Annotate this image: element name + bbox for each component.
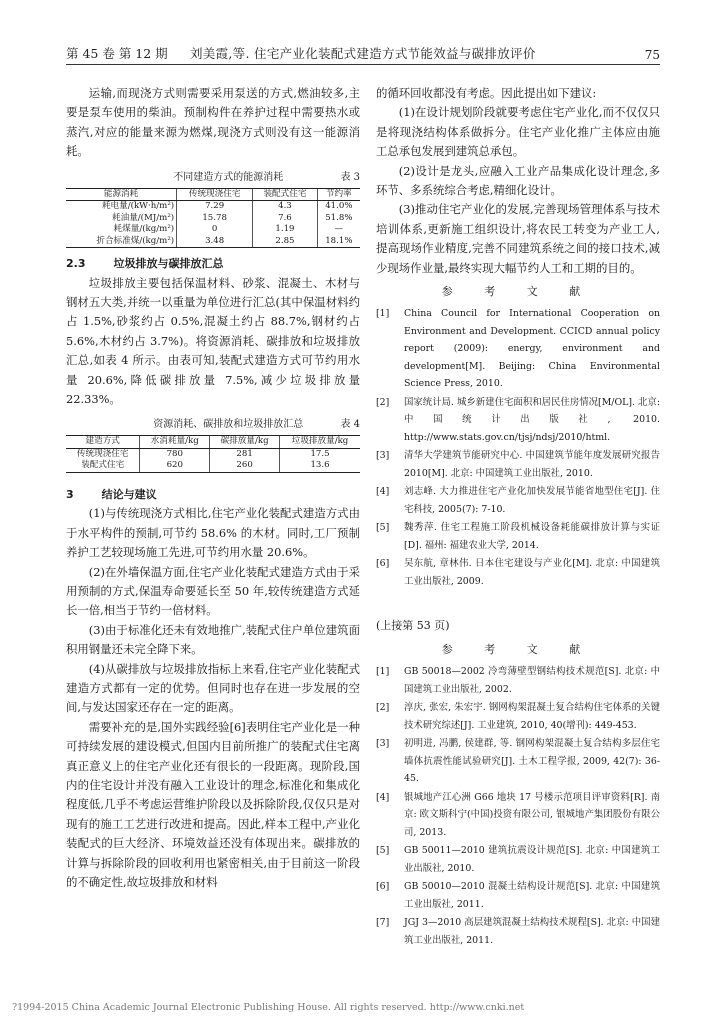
header-rule: [66, 64, 660, 65]
section-number: 3: [66, 487, 74, 501]
table-cell: 7.6: [253, 213, 318, 225]
reference-item: [376, 519, 660, 554]
table4-title: 资源消耗、碳排放和垃圾排放汇总: [153, 419, 304, 431]
reference-text: 淳庆, 张宏, 朱宏宇. 钢网构架混凝土复合结构住宅体系的关键技术研究综述[J]. 工业建筑, 2010, 40(增刊): 449-453.: [404, 702, 660, 731]
table4-header: 建造方式: [66, 436, 140, 449]
section-heading-2-3: [66, 254, 360, 273]
reference-text: 刘志峰. 大力推进住宅产业化加快发展节能省地型住宅[J]. 住宅科技, 2005(7): 7-10.: [404, 486, 660, 515]
copyright-footer: ?1994-2015 China Academic Journal Electronic Publishing House. All rights reserved. http://www.cnki.net: [12, 1002, 525, 1013]
continued-from-note: (上接第 53 页): [376, 619, 450, 633]
journal-issue: 第 45 卷 第 12 期: [66, 46, 168, 61]
reference-number: [5]: [376, 522, 390, 534]
table-row: [66, 460, 360, 472]
reference-number: [4]: [376, 486, 390, 498]
table-cell: 耗油量/(MJ/m²): [112, 212, 175, 223]
reference-number: [6]: [376, 881, 390, 893]
reference-text: 银城地产江心洲 G66 地块 17 号楼示范项目评审资料[R]. 南京: 欧文斯科宁(中国)投资有限公司, 银城地产集团股份有限公司, 2013.: [404, 791, 660, 838]
table4-header: 垃圾排放量/kg: [280, 436, 360, 449]
reference-text: JGJ 3—2010 高层建筑混凝土结构技术规程[S]. 北京: 中国建筑工业出版社, 2011.: [404, 917, 660, 946]
table-cell: 耗煤量/(kg/m²): [113, 224, 175, 235]
reference-item: [376, 394, 660, 447]
table-row: [66, 448, 360, 460]
table-cell: 折合标准煤/(kg/m²): [66, 236, 177, 248]
reference-text: GB 50011—2010 建筑抗震设计规范[S]. 北京: 中国建筑工业出版社, 2010.: [404, 845, 660, 874]
table4: [66, 435, 360, 473]
table3: [66, 188, 360, 249]
conclusion-item: (1)与传统现浇方式相比,住宅产业化装配式建造方式由于水平构件的预制,可节约 58.6% 的木材。同时,工厂预制养护工艺较现场施工先进,可节约用水量 20.6%。: [66, 506, 360, 560]
reference-text: China Council for International Cooperation on Environment and Development. CCICD annual policy report (2009): energy, environment and development[M]. Beijing: China Environmental Science Press, 2010.: [404, 308, 660, 390]
reference-text: 清华大学建筑节能研究中心. 中国建筑节能年度发展研究报告 2010[M]. 北京: 中国建筑工业出版社, 2010.: [404, 450, 660, 479]
reference-text: 魏秀萍. 住宅工程施工阶段机械设备耗能碳排放计算与实证[D]. 福州: 福建农业大学, 2014.: [404, 522, 660, 551]
references-heading: 参 考 文 献: [441, 285, 595, 299]
table-cell: 耗电量/(kW·h/m²): [101, 201, 175, 212]
reference-number: [4]: [376, 791, 390, 803]
table3-caption: [66, 170, 360, 186]
reference-item: [376, 483, 660, 518]
left-column: [66, 84, 360, 892]
section-number: 2.3: [66, 257, 86, 271]
table-cell: 41.0%: [317, 201, 360, 213]
reference-item: [376, 878, 660, 913]
table4-caption: [66, 417, 360, 433]
table-cell: 13.6: [280, 460, 360, 472]
intro-paragraph: 运输,而现浇方式则需要采用泵送的方式,燃油较多,主要是泵车使用的柴油。预制构件在养护过程中需要热水或蒸汽,对应的能量来源为燃煤,现浇方式则没有这一能源消耗。: [66, 86, 360, 159]
table4-label: 表 4: [340, 419, 360, 431]
table-cell: 3.48: [177, 236, 253, 248]
reference-text: 吴东航, 章林伟. 日本住宅建设与产业化[M]. 北京: 中国建筑工业出版社, 2009.: [404, 558, 660, 587]
reference-item: [376, 735, 660, 788]
table-cell: —: [317, 224, 360, 236]
reference-number: [1]: [376, 308, 390, 320]
table-cell: 1.19: [253, 224, 318, 236]
reference-item: [376, 699, 660, 734]
table-row: [66, 236, 360, 248]
reference-number: [1]: [376, 666, 390, 678]
table3-header: 节约率: [317, 188, 360, 201]
page-header: [66, 38, 660, 62]
table-cell: 18.1%: [317, 236, 360, 248]
table-row: [66, 201, 360, 213]
table-cell: 0: [177, 224, 253, 236]
reference-item: [376, 914, 660, 949]
table4-header: 水消耗量/kg: [140, 436, 210, 449]
table3-header: 装配式住宅: [253, 188, 318, 201]
right-column: [376, 84, 660, 950]
suggestion-item: (3)推动住宅产业化的发展,完善现场管理体系与技术培训体系,更新施工组织设计,将农民工转变为产业工人,提高现场作业精度,完善不同建筑系统之间的接口技术,减少现场作业量,最终实现大幅节约人工和工期的目的。: [376, 202, 660, 275]
table-cell: 装配式住宅: [66, 460, 140, 472]
conclusion-item: (4)从碳排放与垃圾排放指标上来看,住宅产业化装配式建造方式都有一定的优势。但同时也存在进一步发展的空间,与发达国家还存在一定的距离。: [66, 661, 360, 715]
reference-text: 初明进, 冯鹏, 侯建群, 等. 钢网构架混凝土复合结构多层住宅墙体抗震性能试验研究[J]. 土木工程学报, 2009, 42(7): 36-45.: [404, 738, 660, 785]
table-row: [66, 213, 360, 225]
reference-number: [5]: [376, 845, 390, 857]
reference-item: [376, 789, 660, 842]
reference-text: 国家统计局. 城乡新建住宅面积和居民住房情况[M/OL]. 北京: 中国统计出版社, 2010. http://www.stats.gov.cn/tjsj/ndsj/2010/html.: [404, 396, 660, 443]
reference-item: [376, 305, 660, 393]
section-title: 垃圾排放与碳排放汇总: [113, 257, 224, 271]
table-cell: 传统现浇住宅: [76, 448, 129, 459]
section-title: 结论与建议: [101, 487, 157, 501]
table-cell: 7.29: [177, 201, 253, 213]
reference-text: GB 50018—2002 冷弯薄壁型钢结构技术规范[S]. 北京: 中国建筑工业出版社, 2002.: [404, 666, 660, 695]
table4-header: 碳排放量/kg: [210, 436, 280, 449]
conclusion-item: (3)由于标准化还未有效地推广,装配式住户单位建筑面积用钢量还未完全降下来。: [66, 622, 360, 657]
reference-item: [376, 842, 660, 877]
reference-text: GB 50010—2010 混凝土结构设计规范[S]. 北京: 中国建筑工业出版社, 2011.: [404, 881, 660, 910]
section-heading-3: [66, 485, 360, 504]
conclusion-item: (2)在外墙保温方面,住宅产业化装配式建造方式由于采用预制的方式,保温寿命要延长至 50 年,较传统建造方式延长一倍,相当于节约一倍材料。: [66, 564, 360, 618]
continuation-paragraph: 的循环回收都没有考虑。因此提出如下建议:: [376, 86, 597, 100]
table3-title: 不同建造方式的能源消耗: [173, 171, 284, 183]
reference-item: [376, 663, 660, 698]
reference-number: [2]: [376, 702, 390, 714]
table-cell: 51.8%: [317, 213, 360, 225]
table-cell: 780: [140, 448, 210, 460]
reference-number: [3]: [376, 738, 390, 750]
table3-header: 传统现浇住宅: [177, 188, 253, 201]
table3-header: 能源消耗: [66, 188, 177, 201]
table-cell: 15.78: [177, 213, 253, 225]
reference-item: [376, 555, 660, 590]
table-cell: 260: [210, 460, 280, 472]
table-cell: 620: [140, 460, 210, 472]
running-title: 刘美霞,等. 住宅产业化装配式建造方式节能效益与碳排放评价: [190, 46, 536, 61]
suggestion-item: (2)设计是龙头,应融入工业产品集成化设计理念,多环节、多系统综合考虑,精细化设计。: [376, 163, 660, 198]
reference-number: [2]: [376, 396, 390, 408]
table-row: [66, 224, 360, 236]
suggestion-item: (1)在设计规划阶段就要考虑住宅产业化,而不仅仅只是将现浇结构体系做拆分。住宅产业化推广主体应由施工总承包发展到建筑总承包。: [376, 105, 660, 159]
reference-number: [6]: [376, 558, 390, 570]
reference-number: [3]: [376, 450, 390, 462]
table3-label: 表 3: [340, 171, 360, 183]
reference-list-2: [376, 663, 660, 949]
table-cell: 4.3: [253, 201, 318, 213]
conclusion-supplement: 需要补充的是,国外实践经验[6]表明住宅产业化是一种可持续发展的建设模式,但国内目前所推广的装配式住宅离真正意义上的住宅产业化还有很长的一段距离。现阶段,国内的住宅设计并没有融入工业设计的理念,标准化和集成化程度低,几乎不考虑运营维护阶段以及拆除阶段,仅仅只是对现有的施工工艺进行改进和提高。因此,样本工程中,产业化装配式的巨大经济、环境效益还没有体现出来。碳排放的计算与拆除阶段的回收利用也紧密相关,由于目前这一阶段的不确定性,故垃圾排放和材料: [66, 719, 360, 889]
references-heading-2: 参 考 文 献: [441, 642, 595, 656]
table-cell: 17.5: [280, 448, 360, 460]
table-cell: 281: [210, 448, 280, 460]
section-2-3-paragraph: 垃圾排放主要包括保温材料、砂浆、混凝土、木材与钢材五大类,并统一以重量为单位进行汇总(其中保温材料约占 1.5%,砂浆约占 0.5%,混凝土约占 88.7%,钢材约占 5.6%,木材约占 3.7%)。将资源消耗、碳排放和垃圾排放汇总,如表 4 所示。由表可知,装配式建造方式可节约用水量 20.6%,降低碳排放量 7.5%,减少垃圾排放量 22.33%。: [66, 275, 360, 406]
reference-item: [376, 447, 660, 482]
page-number: 75: [644, 48, 660, 62]
reference-list: [376, 305, 660, 590]
table-cell: 2.85: [253, 236, 318, 248]
reference-number: [7]: [376, 917, 390, 929]
